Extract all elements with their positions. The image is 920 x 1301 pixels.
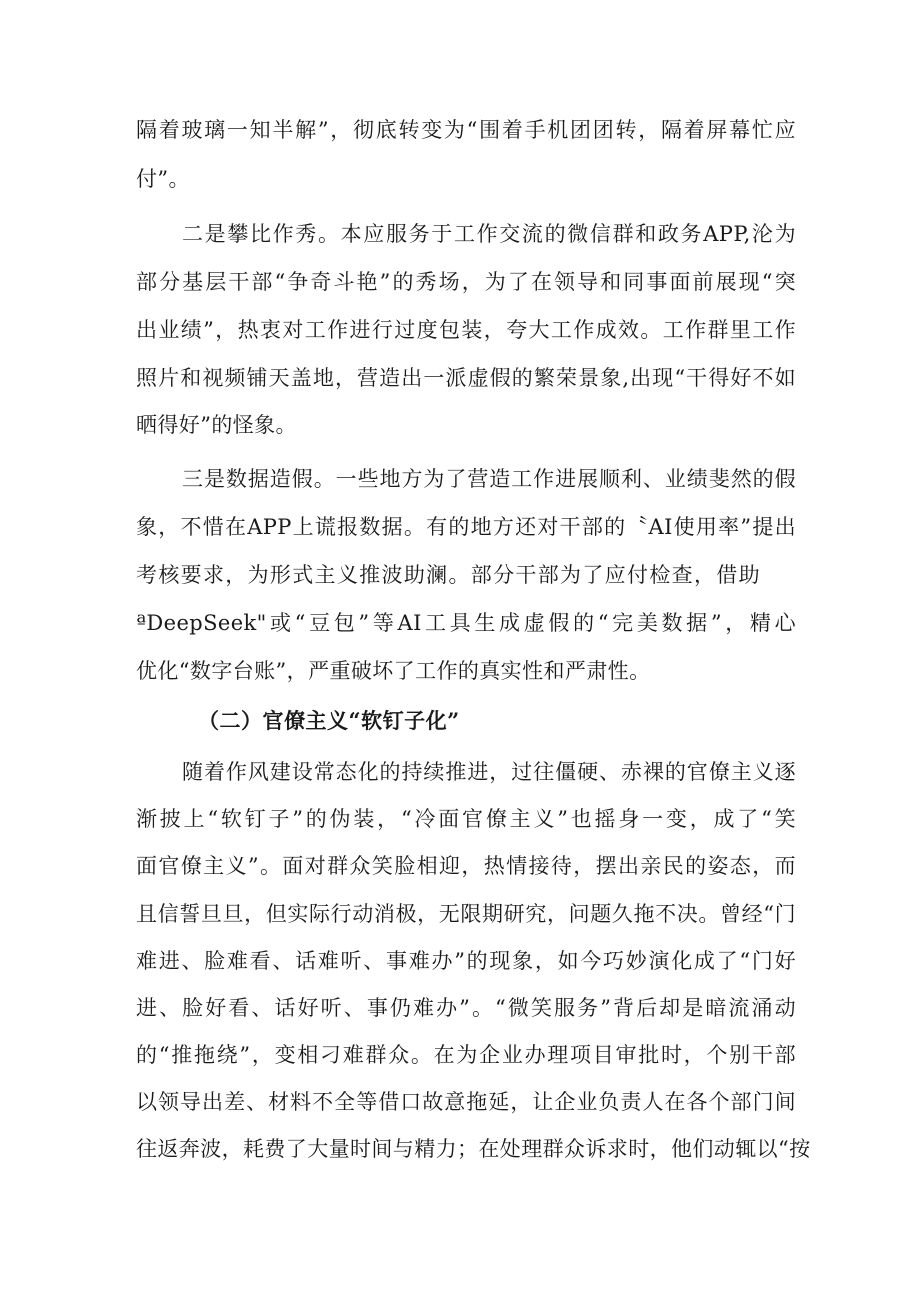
paragraph-3-line-5: 优化“数字台账”，严重破坏了工作的真实性和严肃性。 <box>136 659 651 683</box>
paragraph-4-line-7: 的“推拖绕”，变相刁难群众。在为企业办理项目审批时，个别干部 <box>136 1043 796 1067</box>
paragraph-3-line-3: 考核要求，为形式主义推波助澜。部分干部为了应付检查，借助 <box>136 563 760 587</box>
section-heading: （二）官僚主义“软钉子化” <box>198 708 460 733</box>
text-line-2: 付”。 <box>136 167 190 191</box>
paragraph-2-line-3: 出业绩”，热衷对工作进行过度包装，夸大工作成效。工作群里工作 <box>136 318 796 342</box>
paragraph-2-line-4: 照片和视频铺天盖地，营造出一派虚假的繁荣景象,出现“干得好不如 <box>136 366 796 390</box>
paragraph-4-line-5: 难进、脸难看、话难听、事难办”的现象，如今巧妙演化成了“门好 <box>136 949 796 973</box>
paragraph-4-line-2: 渐披上“软钉子”的伪装，“冷面官僚主义”也摇身一变，成了“笑 <box>136 807 796 831</box>
text-line-1: 隔着玻璃一知半解”，彻底转变为“围着手机团团转，隔着屏幕忙应 <box>136 118 796 142</box>
paragraph-3-line-2: 象，不惜在APP上谎报数据。有的地方还对干部的〝AI使用率”提出 <box>136 515 796 539</box>
paragraph-4-line-9: 往返奔波，耗费了大量时间与精力；在处理群众诉求时，他们动辄以“按 <box>136 1137 811 1161</box>
paragraph-4-line-6: 进、脸好看、话好听、事仍难办”。“微笑服务”背后却是暗流涌动 <box>136 996 796 1020</box>
paragraph-4-line-4: 且信誓旦旦，但实际行动消极，无限期研究，问题久拖不决。曾经“门 <box>136 902 796 926</box>
paragraph-3-line-4: ªDeepSeek"或“豆包”等AI工具生成虚假的“完美数据”，精心 <box>136 611 796 635</box>
paragraph-4-line-3: 面官僚主义”。面对群众笑脸相迎，热情接待，摆出亲民的姿态，而 <box>136 854 796 878</box>
paragraph-4-line-1: 随着作风建设常态化的持续推进，过往僵硬、赤裸的官僚主义逐 <box>182 760 796 784</box>
paragraph-2-line-2: 部分基层干部“争奇斗艳”的秀场，为了在领导和同事面前展现“突 <box>136 270 796 294</box>
paragraph-2-line-1: 二是攀比作秀。本应服务于工作交流的微信群和政务APP,沦为 <box>182 222 796 246</box>
paragraph-3-line-1: 三是数据造假。一些地方为了营造工作进展顺利、业绩斐然的假 <box>182 467 796 491</box>
paragraph-4-line-8: 以领导出差、材料不全等借口故意拖延，让企业负责人在各个部门间 <box>136 1090 796 1114</box>
paragraph-2-line-5: 晒得好”的怪象。 <box>136 413 297 437</box>
